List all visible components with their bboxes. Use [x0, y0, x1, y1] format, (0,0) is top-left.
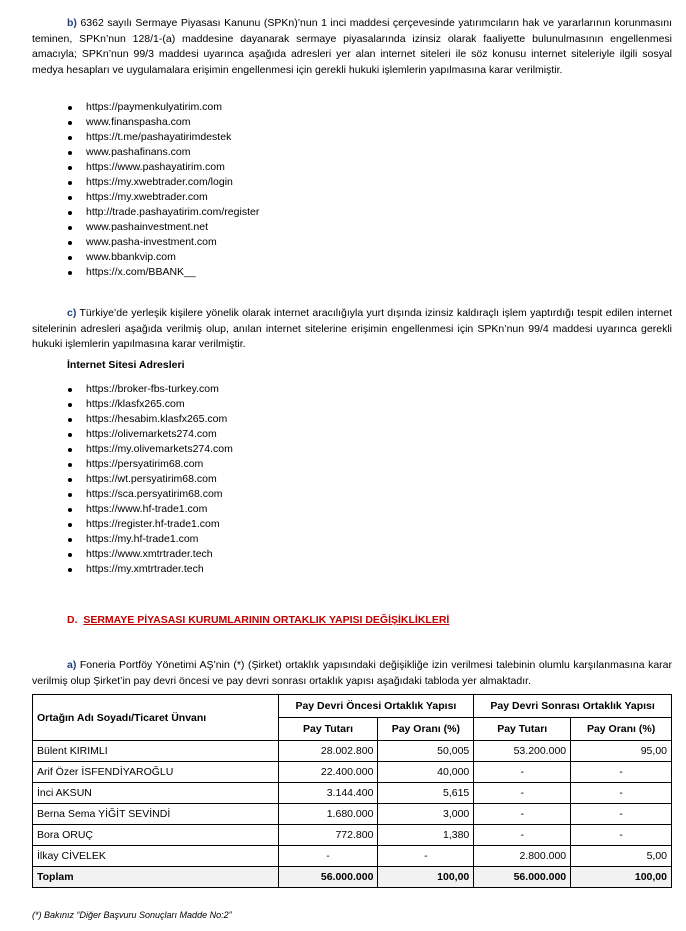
after-amount-cell: 53.200.000 — [474, 741, 571, 762]
table-row — [33, 846, 672, 867]
url-list-item: https://paymenkulyatirim.com — [66, 100, 259, 115]
paragraph-a-text: Foneria Portföy Yönetimi AŞ’nin (*) (Şirket) ortaklık yapısındaki değişikliğe izin verilmesi talebinin olumlu karşılanmasına karar verilmiş olup Şirket’in pay devri öncesi ve pay devri sonrası ortaklık yapısı aşağıdaki tabloda yer almaktadır. — [32, 659, 672, 687]
table-row — [33, 762, 672, 783]
after-amount-cell: - — [474, 804, 571, 825]
total-before-amount-cell: 56.000.000 — [278, 867, 378, 888]
paragraph-c-label: c) — [67, 307, 77, 319]
partner-name-cell: Arif Özer İSFENDİYAROĞLU — [33, 762, 279, 783]
total-after-ratio-cell: 100,00 — [571, 867, 672, 888]
before-ratio-cell: - — [378, 846, 474, 867]
internet-sites-heading: İnternet Sitesi Adresleri — [67, 359, 185, 371]
url-list-item: https://sca.persyatirim68.com — [66, 487, 233, 502]
before-ratio-cell: 3,000 — [378, 804, 474, 825]
url-list-item: https://persyatirim68.com — [66, 457, 233, 472]
partner-name-cell: Bülent KIRIMLI — [33, 741, 279, 762]
url-list-item: https://hesabim.klasfx265.com — [66, 412, 233, 427]
ownership-table — [32, 694, 672, 888]
url-list-item: https://my.olivemarkets274.com — [66, 442, 233, 457]
after-ratio-cell: 5,00 — [571, 846, 672, 867]
after-amount-cell: - — [474, 825, 571, 846]
partner-name-cell: İnci AKSUN — [33, 783, 279, 804]
header-after-transfer: Pay Devri Sonrası Ortaklık Yapısı — [474, 695, 672, 718]
section-d-heading: SERMAYE PİYASASI KURUMLARININ ORTAKLIK YAPISI DEĞİŞİKLİKLERİ — [83, 614, 450, 626]
table-row — [33, 804, 672, 825]
before-amount-cell: 28.002.800 — [278, 741, 378, 762]
table-total-row — [33, 867, 672, 888]
url-list-item: www.pasha-investment.com — [66, 235, 259, 250]
after-ratio-cell: 95,00 — [571, 741, 672, 762]
table-row — [33, 825, 672, 846]
partner-name-cell: İlkay CİVELEK — [33, 846, 279, 867]
before-amount-cell: 772.800 — [278, 825, 378, 846]
paragraph-b-label: b) — [67, 17, 77, 29]
url-list-item: https://register.hf-trade1.com — [66, 517, 233, 532]
header-after-amount: Pay Tutarı — [474, 718, 571, 741]
url-list-item: https://olivemarkets274.com — [66, 427, 233, 442]
ownership-table-body — [33, 741, 672, 888]
before-ratio-cell: 5,615 — [378, 783, 474, 804]
url-list-item: www.pashainvestment.net — [66, 220, 259, 235]
paragraph-a — [32, 658, 672, 689]
url-list-item: https://broker-fbs-turkey.com — [66, 382, 233, 397]
table-row — [33, 741, 672, 762]
url-list-item: https://www.hf-trade1.com — [66, 502, 233, 517]
url-list-b — [66, 100, 259, 280]
paragraph-b — [32, 16, 672, 78]
partner-name-cell: Berna Sema YİĞİT SEVİNDİ — [33, 804, 279, 825]
section-d-letter: D. — [67, 614, 78, 626]
header-before-transfer: Pay Devri Öncesi Ortaklık Yapısı — [278, 695, 474, 718]
total-before-ratio-cell: 100,00 — [378, 867, 474, 888]
section-d-title — [67, 614, 449, 626]
footnote: (*) Bakınız “Diğer Başvuru Sonuçları Madde No:2” — [32, 910, 232, 920]
url-list-item: www.bbankvip.com — [66, 250, 259, 265]
paragraph-c — [32, 306, 672, 353]
url-list-item: www.finanspasha.com — [66, 115, 259, 130]
paragraph-a-label: a) — [67, 659, 77, 671]
before-amount-cell: 1.680.000 — [278, 804, 378, 825]
after-amount-cell: - — [474, 762, 571, 783]
after-amount-cell: - — [474, 783, 571, 804]
after-ratio-cell: - — [571, 783, 672, 804]
url-list-item: https://my.xmtrtrader.tech — [66, 562, 233, 577]
url-list-item: https://www.xmtrtrader.tech — [66, 547, 233, 562]
url-list-item: https://wt.persyatirim68.com — [66, 472, 233, 487]
header-partner-name: Ortağın Adı Soyadı/Ticaret Ünvanı — [33, 695, 279, 741]
partner-name-cell: Bora ORUÇ — [33, 825, 279, 846]
before-amount-cell: - — [278, 846, 378, 867]
url-list-item: https://my.xwebtrader.com/login — [66, 175, 259, 190]
before-ratio-cell: 1,380 — [378, 825, 474, 846]
total-partner-name-cell: Toplam — [33, 867, 279, 888]
after-ratio-cell: - — [571, 762, 672, 783]
after-amount-cell: 2.800.000 — [474, 846, 571, 867]
url-list-item: https://klasfx265.com — [66, 397, 233, 412]
total-after-amount-cell: 56.000.000 — [474, 867, 571, 888]
header-before-ratio: Pay Oranı (%) — [378, 718, 474, 741]
header-before-amount: Pay Tutarı — [278, 718, 378, 741]
url-list-item: https://www.pashayatirim.com — [66, 160, 259, 175]
table-row — [33, 783, 672, 804]
url-list-item: http://trade.pashayatirim.com/register — [66, 205, 259, 220]
before-ratio-cell: 50,005 — [378, 741, 474, 762]
url-list-item: www.pashafinans.com — [66, 145, 259, 160]
url-list-item: https://t.me/pashayatirimdestek — [66, 130, 259, 145]
before-amount-cell: 22.400.000 — [278, 762, 378, 783]
url-list-item: https://x.com/BBANK__ — [66, 265, 259, 280]
url-list-item: https://my.hf-trade1.com — [66, 532, 233, 547]
after-ratio-cell: - — [571, 804, 672, 825]
paragraph-c-text: Türkiye’de yerleşik kişilere yönelik olarak internet aracılığıyla yurt dışında izinsiz kaldıraçlı işlem yaptırdığı tespit edilen internet sitelerinin adresleri aşağıda verilmiş olup, anılan internet sitelerine erişimin engellenmesi için SPKn’nun 99/4 maddesi uyarınca gerekli hukuki işlemlerin yapılmasına karar verilmiştir. — [32, 307, 672, 350]
paragraph-b-text: 6362 sayılı Sermaye Piyasası Kanunu (SPKn)’nun 1 inci maddesi çerçevesinde yatırımcıların hak ve yararlarının korunmasını teminen, SPKn’nun 128/1-(a) maddesine dayanarak sermaye piyasalarında izinsiz olarak faaliyette bulunulmasının engellenmesi amacıyla; SPKn’nun 99/3 maddesi uyarınca aşağıda adresleri yer alan internet siteleri ile söz konusu internet siteleriyle ilgili sosyal medya hesapları ve uygulamalara erişimin engellenmesi için gerekli hukuki işlemlerin yapılmasına karar verilmiştir. — [32, 17, 672, 76]
url-list-c — [66, 382, 233, 577]
before-amount-cell: 3.144.400 — [278, 783, 378, 804]
header-after-ratio: Pay Oranı (%) — [571, 718, 672, 741]
url-list-item: https://my.xwebtrader.com — [66, 190, 259, 205]
before-ratio-cell: 40,000 — [378, 762, 474, 783]
after-ratio-cell: - — [571, 825, 672, 846]
